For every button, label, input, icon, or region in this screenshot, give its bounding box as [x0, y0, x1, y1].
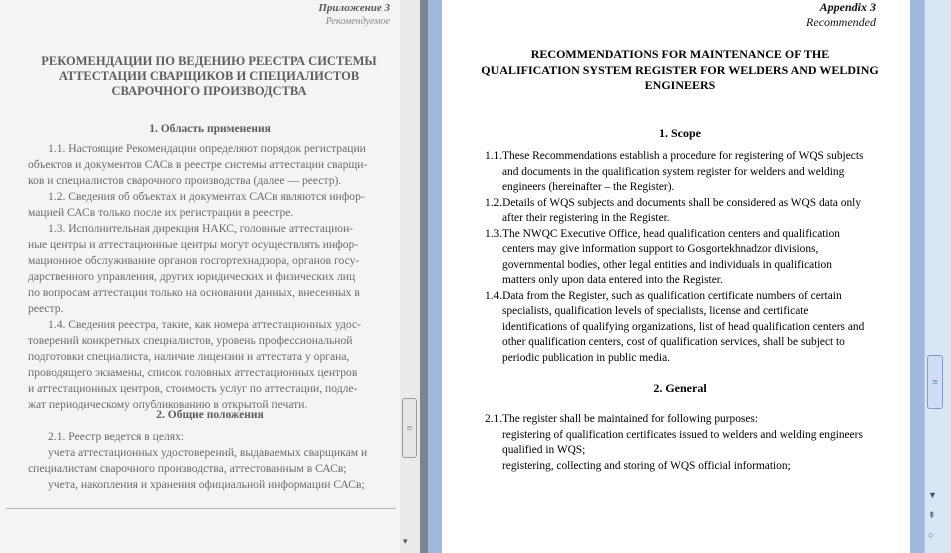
scan-section2-body — [28, 429, 398, 493]
scan-line: ков и специалистов сварочного производства (далее — реестр). — [28, 174, 342, 187]
scan-title-line: РЕКОМЕНДАЦИИ ПО ВЕДЕНИЮ РЕЕСТРА СИСТЕМЫ — [41, 54, 377, 68]
doc-item-1-3: 1.3.The NWQC Executive Office, head qualification centers and qualification centers may give information support to Gosgortekhnadzor divisions, governmental bodies, other legal entities and individuals in qualification matters only upon data entered into the Register. — [485, 227, 875, 289]
doc-title-line: ENGINEERS — [644, 78, 716, 92]
right-scroll-thumb[interactable] — [927, 355, 943, 409]
scan-line: товерений конкретных специалистов, уровень профессиональной — [28, 334, 353, 347]
doc-item-1-4: 1.4.Data from the Register, such as qualification certificate numbers of certain specialists, qualification levels of specialists, license and certificate identifications of qualifying organizations, list of head qualification centers and other qualification centers, cost of qualification services, shall be subject to periodic publication in public media. — [485, 289, 875, 367]
scan-line: 1.1. Настоящие Рекомендации определяют порядок регистрации — [48, 142, 366, 155]
scan-title-line: СВАРОЧНОГО ПРОИЗВОДСТВА — [111, 84, 307, 98]
scan-section2-heading: 2. Общие положения — [156, 409, 264, 421]
doc-item-line: after their registering in the Register. — [502, 212, 670, 224]
scan-line: 1.4. Сведения реестра, такие, как номера аттестационных удос- — [48, 318, 362, 331]
scan-line: реестр. — [28, 302, 64, 315]
grip-icon: ≡ — [932, 376, 938, 388]
document-page[interactable] — [442, 0, 910, 553]
doc-item-line: Data from the Register, such as qualification certificate numbers of certain — [502, 289, 842, 302]
scan-appendix-label: Приложение 3 — [318, 2, 390, 14]
window-edge — [944, 0, 951, 553]
double-up-icon[interactable]: ⇞ — [928, 510, 936, 520]
scan-section1-heading: 1. Область применения — [149, 123, 271, 135]
doc-item-line: qualified in WQS; — [502, 444, 586, 456]
circle-icon[interactable]: ○ — [928, 530, 934, 540]
doc-section2-items — [485, 412, 875, 474]
triangle-down-icon[interactable]: ▼ — [928, 490, 937, 500]
scan-line: и аттестационных центров, стоимость услуг по аттестации, подле- — [28, 382, 358, 395]
doc-item-line: specialists, qualification levels of specialists, license and certificate — [502, 305, 809, 317]
doc-title-line: RECOMMENDATIONS FOR MAINTENANCE OF THE — [530, 47, 830, 61]
doc-section1-items — [485, 149, 875, 366]
doc-appendix-label: Appendix 3 — [819, 0, 876, 14]
scanned-page-pane — [0, 0, 400, 553]
left-vertical-scrollbar[interactable] — [400, 0, 420, 553]
scan-title-line: АТТЕСТАЦИИ СВАРЩИКОВ И СПЕЦИАЛИСТОВ — [58, 69, 360, 83]
doc-item-line: centers may give information support to Gosgortekhnadzor divisions, — [502, 243, 819, 255]
scan-line: проводящего экзамены, список головных аттестационных центров — [28, 366, 358, 379]
doc-title — [480, 47, 880, 94]
scan-title — [25, 54, 393, 99]
scan-line: 1.3. Исполнительная дирекция НАКС, головные аттестацион- — [48, 222, 354, 235]
left-scroll-thumb[interactable] — [402, 398, 417, 458]
doc-item-line: The NWQC Executive Office, head qualification centers and qualification — [502, 227, 840, 240]
doc-item-line: identifications of qualifying organizations, list of head qualification centers and — [502, 320, 865, 333]
doc-item-line: engineers (hereinafter – the Register). — [502, 181, 675, 193]
scan-line: 2.1. Реестр ведется в целях: — [48, 430, 185, 443]
scanned-page — [0, 0, 400, 553]
doc-item-line: and documents in the qualification system register for welders and welding — [502, 165, 845, 178]
scan-line: подготовки специалиста, наличие лицензии и аттестата у органа, — [28, 350, 350, 363]
page-gutter-left — [428, 0, 442, 553]
doc-item-line: registering, collecting and storing of WQS official information; — [502, 459, 791, 472]
scan-line: по вопросам аттестации только на основании данных, внесенных в — [28, 286, 360, 299]
scan-line: 1.2. Сведения об объектах и документах САСв являются инфор- — [48, 190, 365, 203]
doc-item-2-1: 2.1.The register shall be maintained for following purposes: registering of qualification certificates issued to welders and welding engineers qualified in WQS; registering, collecting and storing of WQS official information; — [485, 412, 875, 474]
scan-section1-body — [28, 141, 398, 413]
scan-line: ные центры и аттестационные центры могут осуществлять инфор- — [28, 238, 359, 251]
right-vertical-scrollbar[interactable] — [924, 0, 944, 553]
doc-item-line: periodic publication in public media. — [502, 351, 670, 364]
scan-divider — [6, 508, 396, 509]
scan-line: учета, накопления и хранения официальной информации САСв; — [48, 478, 365, 491]
scan-line: жат периодическому опубликованию в открытой печати. — [28, 398, 308, 411]
doc-item-line: other qualification centers, cost of qualification services, shall be subject to — [502, 336, 845, 348]
pane-splitter[interactable] — [420, 0, 428, 553]
scan-line: мацией САСв только после их регистрации в реестре. — [28, 206, 294, 219]
doc-item-line: matters only upon data entered into the Register. — [502, 274, 723, 286]
scan-line: объектов и документов САСв в реестре системы аттестации сварщи- — [28, 158, 368, 171]
scan-appendix-sub: Рекомендуемое — [325, 16, 390, 27]
doc-title-line: QUALIFICATION SYSTEM REGISTER FOR WELDERS AND WELDING — [481, 62, 879, 77]
doc-item-line: registering of qualification certificates issued to welders and welding engineers — [502, 428, 863, 441]
doc-section2-heading: 2. General — [653, 381, 707, 395]
doc-item-1-1: 1.1.These Recommendations establish a procedure for registering of WQS subjects and documents in the qualification system register for welders and welding engineers (hereinafter – the Register). — [485, 149, 875, 196]
doc-item-line: governmental bodies, other legal entities and individuals in qualification — [502, 258, 832, 271]
doc-appendix-sub: Recommended — [806, 15, 876, 29]
scan-line: мационное обслуживание органов госгортехнадзора, органов госу- — [28, 254, 360, 267]
scan-line: дарственного управления, других юридических и физических лиц — [28, 270, 356, 283]
doc-section1-heading: 1. Scope — [659, 126, 701, 140]
grip-icon: ≡ — [406, 422, 413, 434]
scan-line: специалистам сварочного производства, аттестованным в САСв; — [28, 462, 347, 475]
doc-item-line: These Recommendations establish a procedure for registering of WQS subjects — [502, 150, 864, 162]
scan-line: учета аттестационных удостоверений, выдаваемых сварщикам и — [48, 446, 368, 459]
doc-item-line: Details of WQS subjects and documents shall be considered as WQS data only — [502, 196, 862, 209]
doc-item-1-2: 1.2.Details of WQS subjects and documents shall be considered as WQS data only after their registering in the Register. — [485, 196, 875, 227]
page-gutter-right — [910, 0, 924, 553]
doc-item-line: The register shall be maintained for following purposes: — [502, 413, 758, 425]
scroll-down-arrow-icon[interactable]: ▾ — [403, 536, 408, 546]
